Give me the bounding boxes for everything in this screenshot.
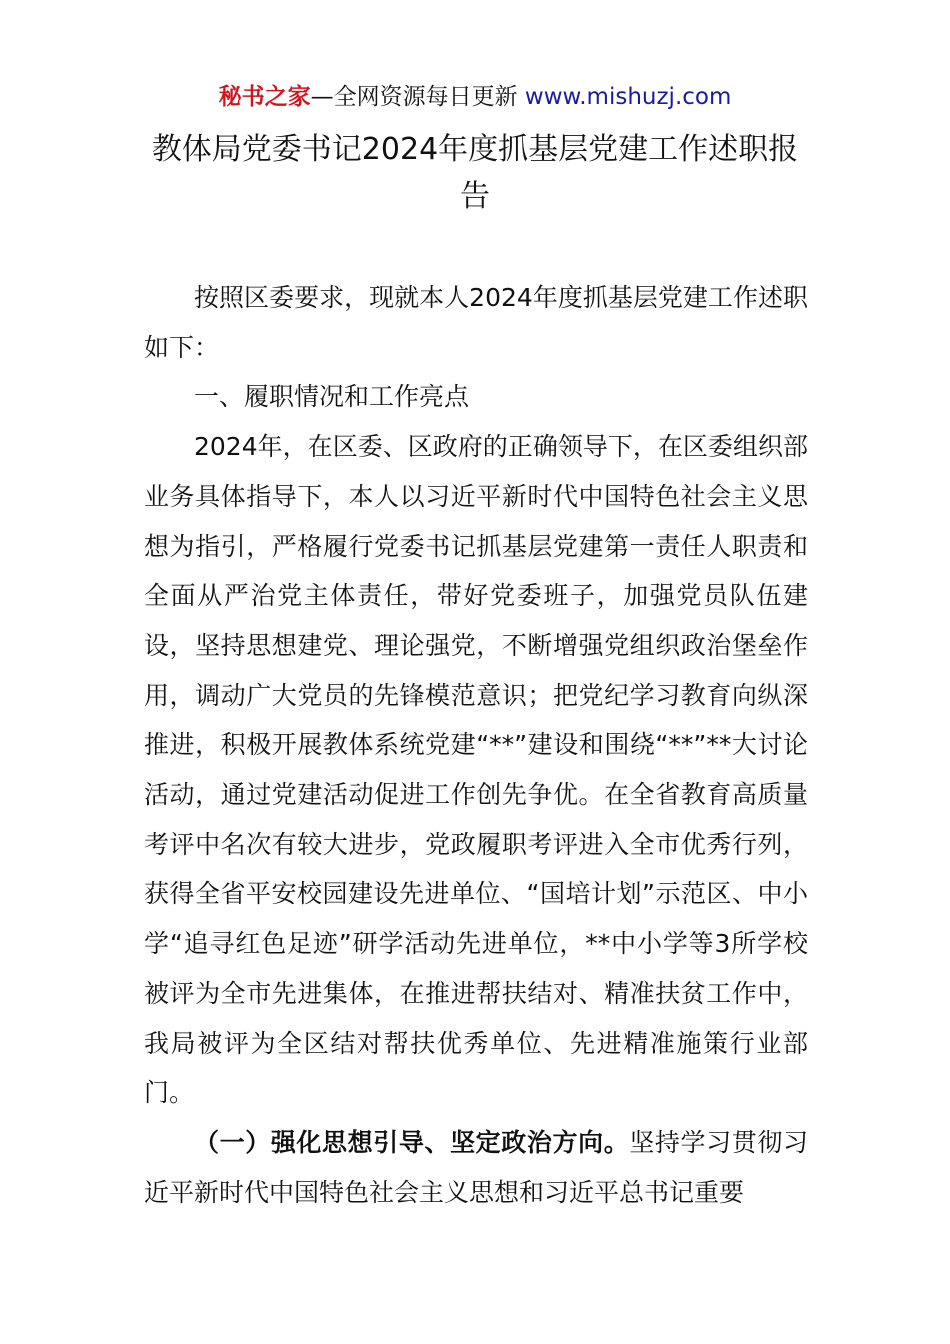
body-paragraph: 2024年，在区委、区政府的正确领导下，在区委组织部业务具体指导下，本人以习近平新时代中国特色社会主义思想为指引，严格履行党委书记抓基层党建第一责任人职责和全面从严治党主体责任，带好党委班子，加强党员队伍建设，坚持思想建党、理论强党，不断增强党组织政治堡垒作用，调动广大党员的先锋模范意识；把党纪学习教育向纵深推进，积极开展教体系统党建“**”建设和围绕“**”**大讨论活动，通过党建活动促进工作创先争优。在全省教育高质量考评中名次有较大进步，党政履职考评进入全市优秀行列，获得全省平安校园建设先进单位、“国培计划”示范区、中小学“追寻红色足迹”研学活动先进单位，**中小学等3所学校被评为全市先进集体，在推进帮扶结对、精准扶贫工作中，我局被评为全区结对帮扶优秀单位、先进精准施策行业部门。: [144, 432, 808, 1108]
document-body: [144, 273, 808, 1217]
document-title: 教体局党委书记2024年度抓基层党建工作述职报告: [151, 132, 799, 214]
intro-paragraph: 按照区委要求，现就本人2024年度抓基层党建工作述职如下：: [144, 283, 808, 362]
subsection-text: 坚持学习贯彻习近平新时代中国特色社会主义思想和习近平总书记重要: [144, 1127, 808, 1207]
subsection-heading: （一）强化思想引导、坚定政治方向。: [194, 1127, 630, 1157]
header-tagline: —全网资源每日更新: [310, 84, 525, 110]
site-url-link[interactable]: www.mishuzj.com: [524, 84, 732, 110]
subsection-paragraph: [144, 1118, 808, 1217]
site-header: [0, 80, 950, 114]
brand-name: 秘书之家: [218, 84, 311, 110]
section-heading: 一、履职情况和工作亮点: [194, 382, 470, 412]
